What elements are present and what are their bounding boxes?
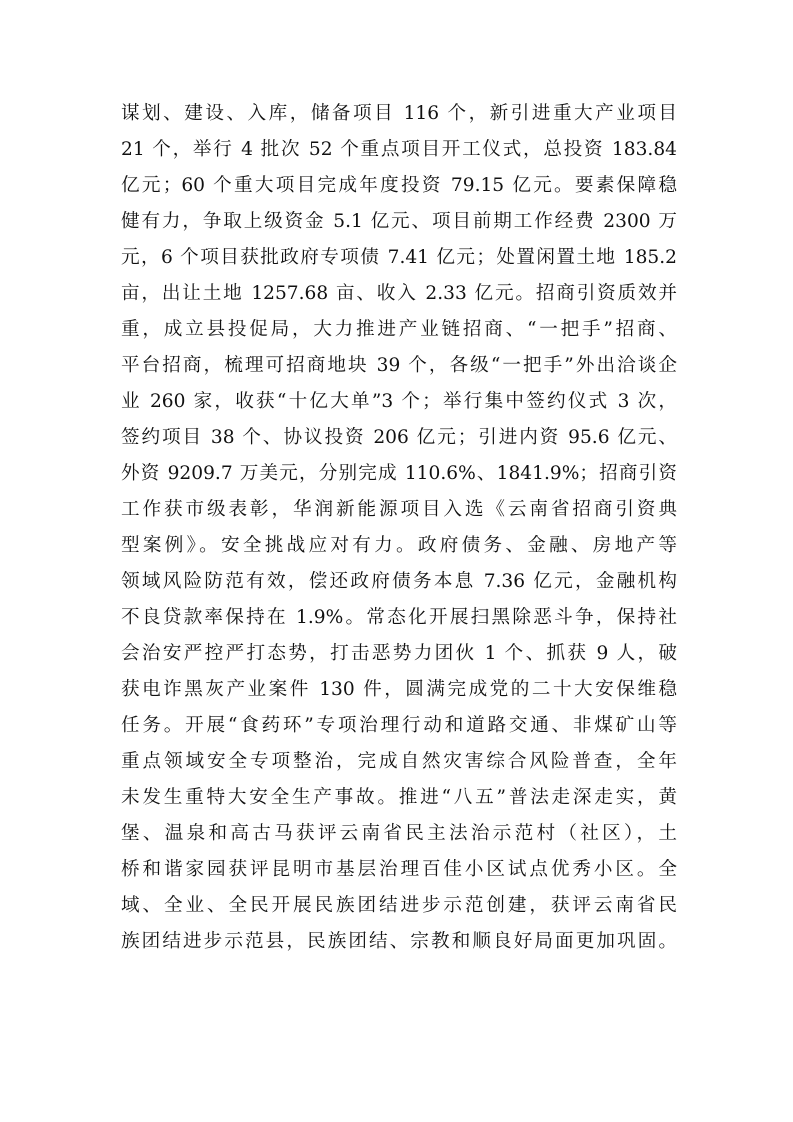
text-line: 谋划、建设、入库，储备项目 116 个，新引进重大产业项目 — [121, 103, 677, 124]
text-line: 工作获市级表彰，华润新能源项目入选《云南省招商引资典 — [121, 499, 677, 520]
text-line: 桥和谐家园获评昆明市基层治理百佳小区试点优秀小区。全 — [121, 859, 677, 880]
text-line: 域、全业、全民开展民族团结进步示范创建，获评云南省民 — [121, 895, 677, 916]
text-line: 获电诈黑灰产业案件 130 件，圆满完成党的二十大安保维稳 — [121, 679, 677, 700]
text-line: 签约项目 38 个、协议投资 206 亿元；引进内资 95.6 亿元、 — [121, 427, 677, 448]
text-line: 健有力，争取上级资金 5.1 亿元、项目前期工作经费 2300 万 — [121, 211, 677, 232]
text-line: 重点领域安全专项整治，完成自然灾害综合风险普查，全年 — [121, 751, 677, 772]
text-line: 平台招商，梳理可招商地块 39 个，各级“一把手”外出洽谈企 — [121, 355, 677, 376]
text-line: 亩，出让土地 1257.68 亩、收入 2.33 亿元。招商引资质效并 — [121, 283, 677, 304]
text-line: 亿元；60 个重大项目完成年度投资 79.15 亿元。要素保障稳 — [121, 175, 677, 196]
text-line: 领域风险防范有效，偿还政府债务本息 7.36 亿元，金融机构 — [121, 571, 677, 592]
text-line: 业 260 家，收获“十亿大单”3 个；举行集中签约仪式 3 次， — [121, 391, 677, 412]
text-line: 族团结进步示范县，民族团结、宗教和顺良好局面更加巩固。 — [121, 931, 677, 952]
text-line: 21 个，举行 4 批次 52 个重点项目开工仪式，总投资 183.84 — [121, 139, 677, 160]
text-line: 未发生重特大安全生产事故。推进“八五”普法走深走实，黄 — [121, 787, 677, 808]
text-line: 型案例》。安全挑战应对有力。政府债务、金融、房地产等 — [121, 535, 677, 556]
text-line: 外资 9209.7 万美元，分别完成 110.6%、1841.9%；招商引资 — [121, 463, 677, 484]
text-line: 会治安严控严打态势，打击恶势力团伙 1 个、抓获 9 人，破 — [121, 643, 677, 664]
document-body — [121, 96, 677, 960]
text-line: 不良贷款率保持在 1.9%。常态化开展扫黑除恶斗争，保持社 — [121, 607, 677, 628]
text-line: 任务。开展“食药环”专项治理行动和道路交通、非煤矿山等 — [121, 715, 677, 736]
text-line: 堡、温泉和高古马获评云南省民主法治示范村（社区），土 — [121, 823, 677, 844]
text-line: 重，成立县投促局，大力推进产业链招商、“一把手”招商、 — [121, 319, 677, 340]
text-line: 元，6 个项目获批政府专项债 7.41 亿元；处置闲置土地 185.2 — [121, 247, 677, 268]
